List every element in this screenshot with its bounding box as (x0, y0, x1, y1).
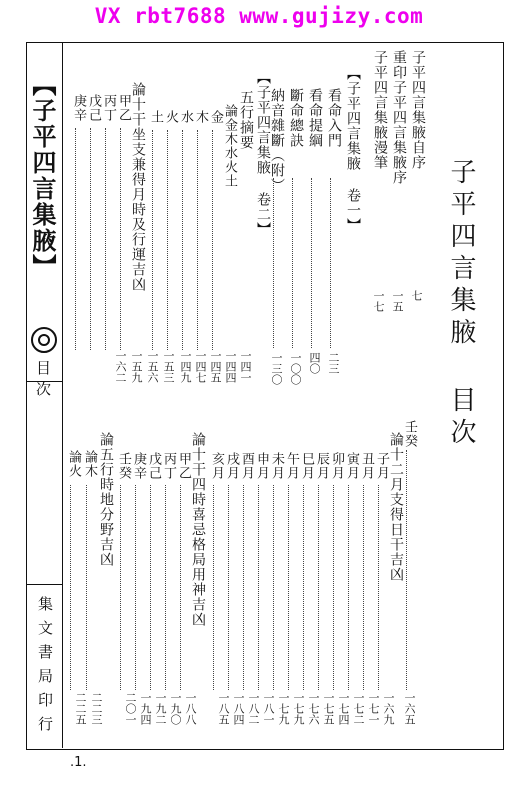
dot-leader (150, 485, 152, 690)
sidebar-divider (62, 42, 63, 748)
toc-entry-title: 亥月 (209, 452, 224, 480)
dot-leader (135, 485, 137, 690)
toc-page-number: 一八一 (262, 692, 275, 725)
toc-entry-title: 論火 (66, 450, 81, 478)
toc-entry-title: 巳月 (299, 452, 314, 480)
dot-leader (273, 178, 275, 348)
sidebar-section-label: 目次 (34, 360, 52, 402)
toc-entry-title: 卯月 (329, 452, 344, 480)
toc-page-number: 一四一 (239, 350, 252, 383)
toc-page-number: 一九四 (139, 692, 152, 725)
toc-page-number: 一八四 (232, 692, 245, 725)
toc-entry-title: 水 (178, 110, 193, 124)
toc-entry-title: 子月 (374, 452, 389, 480)
toc-entry-title: 木 (193, 110, 208, 124)
dot-leader (90, 128, 92, 350)
toc-page-number: 一〇〇 (289, 352, 302, 385)
toc-page-number: 二二五 (74, 692, 87, 725)
dot-leader (330, 178, 332, 348)
toc-volume-heading: 【子平四言集腋 卷一】 (345, 66, 361, 233)
dot-leader (165, 485, 167, 690)
toc-page-number: 一四五 (209, 350, 222, 383)
toc-page-number: 一六二 (114, 350, 127, 383)
dot-leader (120, 128, 122, 350)
sidebar-band-divider-bottom (26, 584, 62, 585)
toc-section-heading: 論十二月支得日干吉凶 (388, 432, 404, 582)
toc-page-number: 一七九 (292, 692, 305, 725)
toc-page-number: 一四四 (224, 350, 237, 383)
toc-entry-title: 戊己 (86, 94, 101, 122)
toc-page-number: 一五 (391, 290, 404, 312)
toc-entry-title: 納音雜斷（附） (269, 88, 285, 193)
toc-page-number: 二二三 (90, 692, 103, 725)
toc-entry-title: 酉月 (239, 452, 254, 480)
dot-leader (363, 485, 365, 690)
toc-page-number: 一五九 (130, 350, 143, 383)
dot-leader (120, 485, 122, 690)
circle-ornament-inner-icon (38, 334, 50, 346)
toc-entry-title: 壬癸 (116, 452, 131, 480)
sidebar-publisher: 集文書局印行 (36, 596, 54, 740)
dot-leader (182, 130, 184, 350)
toc-entry-title: 金 (208, 110, 223, 124)
toc-page-number: 一六五 (403, 692, 416, 725)
toc-page-number: 一九〇 (169, 692, 182, 725)
toc-entry-title: 申月 (254, 452, 269, 480)
toc-page-number: 一四七 (194, 350, 207, 383)
toc-page-number: 四〇 (308, 352, 321, 374)
toc-entry-title: 斷命總訣 (288, 88, 304, 148)
toc-page-number: 一七六 (307, 692, 320, 725)
dot-leader (228, 485, 230, 690)
toc-entry-title: 辰月 (314, 452, 329, 480)
toc-entry-title: 甲乙 (176, 452, 191, 480)
toc-entry-title: 寅月 (344, 452, 359, 480)
toc-entry-title: 五行摘要 (238, 90, 254, 150)
toc-page-number: 一八二 (247, 692, 260, 725)
toc-page-number: 二〇一 (124, 692, 137, 725)
toc-page-number: 一五六 (146, 350, 159, 383)
toc-page-number: 一七九 (277, 692, 290, 725)
toc-page-number: 一七 (372, 290, 385, 312)
dot-leader (348, 485, 350, 690)
toc-page-number: 一八八 (184, 692, 197, 725)
dot-leader (212, 130, 214, 350)
toc-page-number: 一七五 (322, 692, 335, 725)
dot-leader (406, 450, 408, 690)
dot-leader (378, 485, 380, 690)
toc-entry-title: 壬癸 (402, 420, 417, 448)
toc-entry-title: 丙丁 (101, 94, 116, 122)
dot-leader (86, 485, 88, 690)
dot-leader (167, 130, 169, 350)
watermark-text: VX rbt7688 www.gujizy.com (94, 4, 424, 28)
toc-entry-title: 未月 (269, 452, 284, 480)
toc-entry-title: 土 (148, 110, 163, 124)
dot-leader (333, 485, 335, 690)
page-title: 子平四言集腋 目次 (446, 158, 476, 450)
toc-page-number: 一四九 (179, 350, 192, 383)
toc-entry-title: 庚辛 (71, 94, 86, 122)
toc-entry-title: 戌月 (224, 452, 239, 480)
toc-page-number: 一九二 (154, 692, 167, 725)
toc-page-number: 七 (410, 290, 423, 301)
dot-leader (258, 485, 260, 690)
toc-entry-title: 論木 (82, 450, 97, 478)
toc-page-number: 一五三 (162, 350, 175, 383)
toc-page-number: 一七一 (367, 692, 380, 725)
toc-entry-title: 火 (163, 110, 178, 124)
dot-leader (318, 485, 320, 690)
toc-entry-title: 看命提綱 (307, 88, 323, 148)
toc-section-heading: 論五行時地分野吉凶 (98, 432, 114, 567)
toc-entry-title: 論金木水火土 (222, 104, 237, 188)
dot-leader (311, 178, 313, 348)
toc-page-number: 一三〇 (270, 352, 283, 385)
toc-section-heading: 論十干坐支兼得月時及行運吉凶 (130, 82, 146, 292)
dot-leader (180, 485, 182, 690)
toc-entry-title: 丑月 (359, 452, 374, 480)
toc-entry-title: 庚辛 (131, 452, 146, 480)
toc-entry-title: 戊己 (146, 452, 161, 480)
toc-volume-heading: 【子平四言集腋 卷二】 (255, 70, 271, 237)
toc-entry-title: 子平四言集腋自序 (410, 50, 426, 170)
toc-entry-title: 重印子平四言集腋序 (391, 50, 407, 185)
dot-leader (105, 128, 107, 350)
toc-page-number: 一七二 (352, 692, 365, 725)
toc-page-number: 一八五 (217, 692, 230, 725)
dot-leader (273, 485, 275, 690)
toc-page-number: 一七四 (337, 692, 350, 725)
dot-leader (75, 128, 77, 350)
dot-leader (152, 130, 154, 350)
page-number: .1. (70, 755, 87, 770)
toc-section-heading: 論十干四時喜忌格局用神吉凶 (190, 432, 206, 627)
dot-leader (303, 485, 305, 690)
toc-entry-title: 甲乙 (116, 94, 131, 122)
toc-entry-title: 午月 (284, 452, 299, 480)
dot-leader (292, 178, 294, 348)
toc-entry-title: 子平四言集腋漫筆 (372, 50, 388, 170)
toc-entry-title: 丙丁 (161, 452, 176, 480)
dot-leader (197, 130, 199, 350)
dot-leader (243, 485, 245, 690)
toc-page-number: 二三 (327, 352, 340, 374)
dot-leader (70, 485, 72, 690)
toc-page-number: 一六九 (382, 692, 395, 725)
dot-leader (288, 485, 290, 690)
toc-entry-title: 看命入門 (326, 88, 342, 148)
sidebar-book-title: 【子平四言集腋】 (28, 72, 57, 280)
dot-leader (213, 485, 215, 690)
